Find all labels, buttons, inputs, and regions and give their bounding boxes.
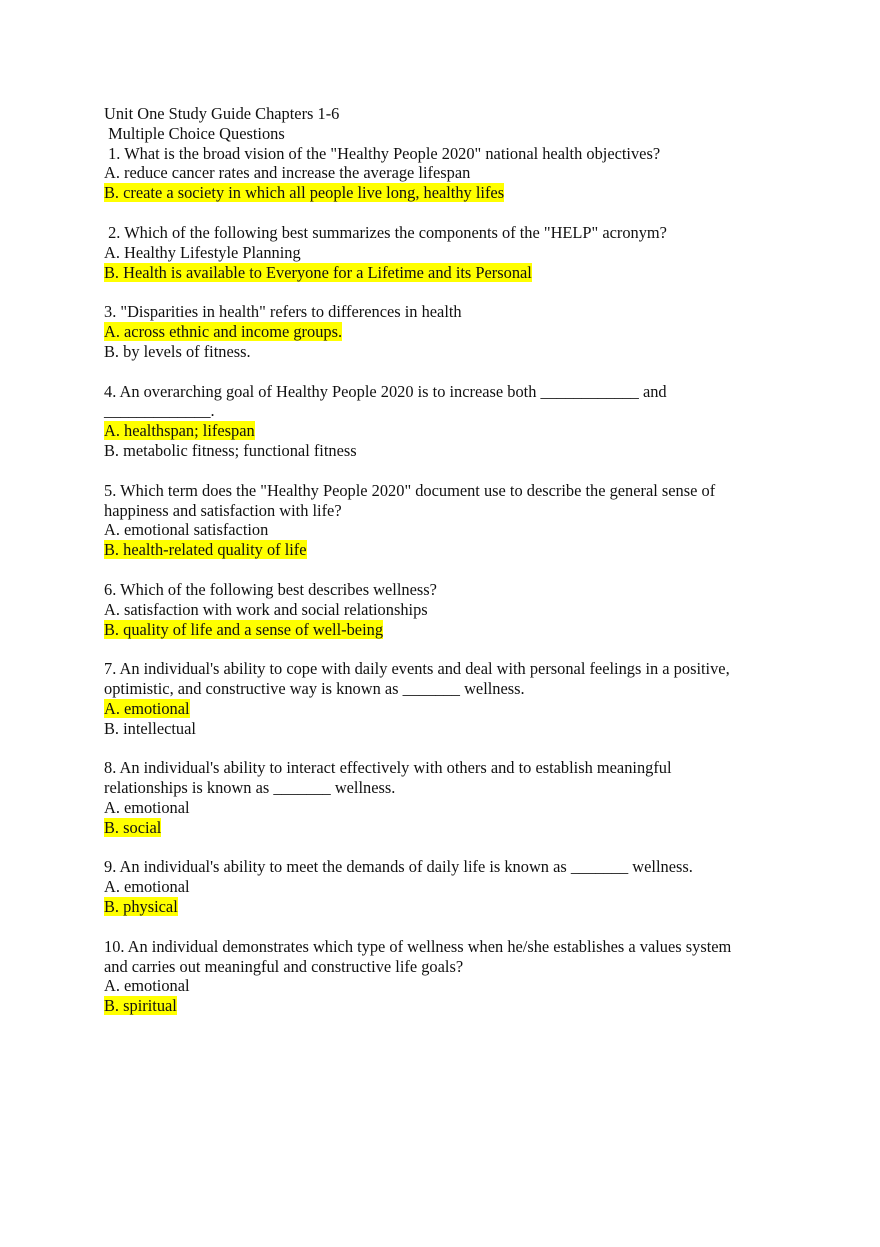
blank-line [104, 917, 804, 937]
option-text: A. satisfaction with work and social relationships [104, 599, 428, 619]
option-text: A. emotional [104, 797, 190, 817]
question-text: 3. "Disparities in health" refers to differences in health [104, 302, 462, 322]
question-text: 1. What is the broad vision of the "Healthy People 2020" national health objectives? [104, 143, 661, 163]
highlighted-answer-text: B. social [104, 817, 162, 837]
highlighted-answer-text: A. across ethnic and income groups. [104, 322, 343, 342]
option-line [104, 600, 804, 620]
highlighted-answer-text: B. Health is available to Everyone for a Lifetime and its Personal [104, 262, 532, 282]
question-text: optimistic, and constructive way is known as _______ wellness. [104, 679, 525, 699]
question-line [104, 937, 804, 957]
question-line [104, 302, 804, 322]
option-text: A. reduce cancer rates and increase the average lifespan [104, 163, 471, 183]
option-text: A. emotional [104, 976, 190, 996]
question-line [104, 957, 804, 977]
question-text: 5. Which term does the "Healthy People 2020" document use to describe the general sense of [104, 480, 716, 500]
answer-line [104, 421, 804, 441]
question-text: and carries out meaningful and constructive life goals? [104, 956, 464, 976]
option-text: B. intellectual [104, 718, 196, 738]
blank-line [104, 560, 804, 580]
blank-line [104, 362, 804, 382]
answer-line [104, 897, 804, 917]
question-text: 4. An overarching goal of Healthy People 2020 is to increase both ____________ and [104, 381, 667, 401]
option-line [104, 163, 804, 183]
blank-line [104, 739, 804, 759]
question-line [104, 481, 804, 501]
answer-line [104, 620, 804, 640]
title-text: Unit One Study Guide Chapters 1-6 [104, 104, 340, 123]
question-line [104, 659, 804, 679]
option-text: B. by levels of fitness. [104, 341, 251, 361]
option-text: A. Healthy Lifestyle Planning [104, 242, 301, 262]
answer-line [104, 322, 804, 342]
question-line [104, 580, 804, 600]
highlighted-answer-text: B. physical [104, 897, 178, 917]
option-line [104, 798, 804, 818]
answer-line [104, 263, 804, 283]
question-line [104, 382, 804, 402]
question-line [104, 501, 804, 521]
subtitle-text: Multiple Choice Questions [104, 123, 285, 143]
answer-line [104, 818, 804, 838]
option-line [104, 520, 804, 540]
question-line [104, 401, 804, 421]
question-line [104, 679, 804, 699]
blank-line [104, 282, 804, 302]
question-line [104, 778, 804, 798]
question-text: 10. An individual demonstrates which type of wellness when he/she establishes a values system [104, 936, 732, 956]
option-text: A. emotional satisfaction [104, 520, 269, 540]
subtitle-line [104, 124, 804, 144]
option-line [104, 441, 804, 461]
highlighted-answer-text: A. emotional [104, 698, 190, 718]
question-line [104, 144, 804, 164]
option-line [104, 976, 804, 996]
answer-line [104, 540, 804, 560]
highlighted-answer-text: B. quality of life and a sense of well-being [104, 619, 384, 639]
highlighted-answer-text: B. spiritual [104, 996, 177, 1016]
blank-line [104, 461, 804, 481]
question-line [104, 857, 804, 877]
highlighted-answer-text: B. health-related quality of life [104, 540, 307, 560]
question-text: 7. An individual's ability to cope with daily events and deal with personal feelings in a positive, [104, 659, 730, 679]
blank-line [104, 639, 804, 659]
answer-line [104, 699, 804, 719]
answer-line [104, 183, 804, 203]
option-line [104, 877, 804, 897]
highlighted-answer-text: B. create a society in which all people live long, healthy lifes [104, 183, 505, 203]
question-text: happiness and satisfaction with life? [104, 500, 342, 520]
option-line [104, 243, 804, 263]
question-text: relationships is known as _______ wellness. [104, 778, 396, 798]
option-text: A. emotional [104, 877, 190, 897]
answer-line [104, 996, 804, 1016]
option-line [104, 342, 804, 362]
question-text: 9. An individual's ability to meet the demands of daily life is known as _______ wellness. [104, 857, 693, 877]
question-text: 6. Which of the following best describes wellness? [104, 579, 437, 599]
title-line [104, 104, 804, 124]
highlighted-answer-text: A. healthspan; lifespan [104, 421, 255, 441]
question-line [104, 758, 804, 778]
question-text: 8. An individual's ability to interact effectively with others and to establish meaningful [104, 758, 672, 778]
question-line [104, 223, 804, 243]
option-line [104, 719, 804, 739]
blank-line [104, 203, 804, 223]
blank-line [104, 838, 804, 858]
question-text: 2. Which of the following best summarizes the components of the "HELP" acronym? [104, 222, 667, 242]
option-text: B. metabolic fitness; functional fitness [104, 441, 357, 461]
question-text: _____________. [104, 401, 215, 421]
study-guide-document [104, 104, 804, 1016]
